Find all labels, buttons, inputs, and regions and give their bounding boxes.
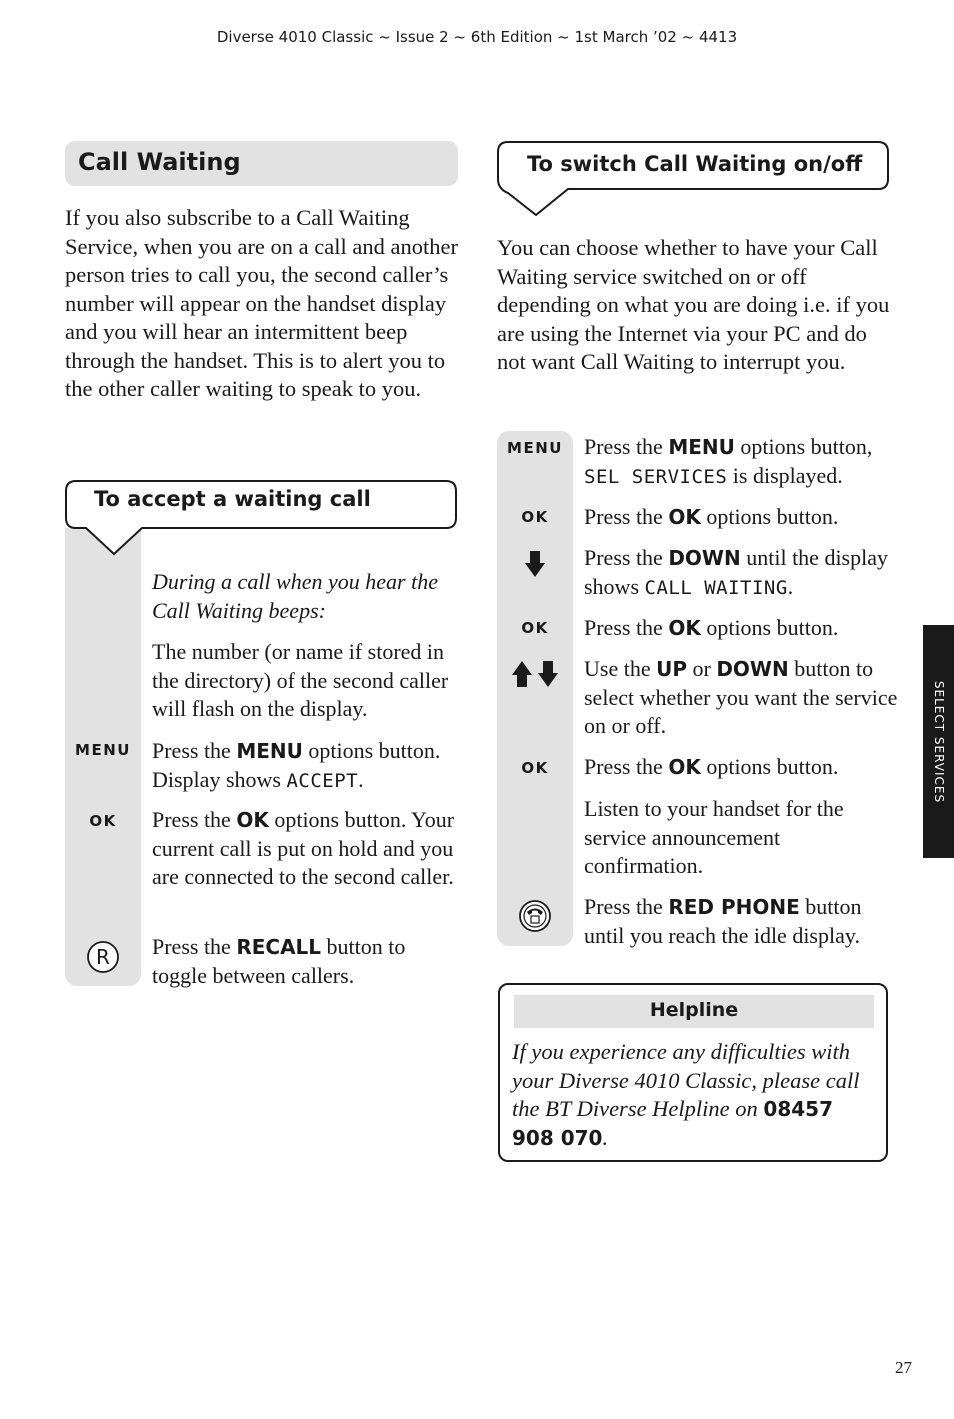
- step-text: Use the UP or DOWN button to select whether you want the service on or off.: [584, 656, 898, 738]
- step-text: Press the RED PHONE button until you reach the idle display.: [584, 894, 862, 948]
- step-text: Press the DOWN until the display shows CALL WAITING.: [584, 545, 888, 599]
- ok-key-label: OK: [521, 508, 549, 526]
- ok-key-label: OK: [89, 812, 117, 830]
- intro-paragraph: You can choose whether to have your Call Waiting service switched on or off depending on what you are doing i.e. if you are using the Internet via your PC and do not want Call Waiting to interrupt you.: [497, 235, 890, 374]
- menu-key-label: MENU: [507, 439, 563, 457]
- step-text: Press the OK options button.: [584, 504, 839, 529]
- section-heading: To switch Call Waiting on/off: [527, 152, 863, 176]
- step-text: Press the OK options button.: [584, 615, 839, 640]
- step-text: Press the OK options button.: [584, 754, 839, 779]
- helpline-header: [514, 995, 874, 1028]
- helpline-text: If you experience any difficulties with your Diverse 4010 Classic, please call the BT Diverse Helpline on 08457 908 070.: [512, 1039, 860, 1150]
- step-text: Press the MENU options button, SEL SERVICES is displayed.: [584, 434, 873, 488]
- ok-key-label: OK: [521, 759, 549, 777]
- helpline-number: 08457 908 070: [512, 1097, 834, 1150]
- step-text: Press the MENU options button. Display shows ACCEPT.: [152, 738, 441, 792]
- helpline-title: Helpline: [649, 999, 739, 1021]
- intro-paragraph: If you also subscribe to a Call Waiting Service, when you are on a call and another person tries to call you, the second caller’s number will appear on the handset display and you will hear an intermittent beep through the handset. This is to alert you to the other caller waiting to speak to you.: [65, 205, 458, 401]
- step-text: During a call when you hear the Call Waiting beeps:: [152, 569, 438, 623]
- ok-key-label: OK: [521, 619, 549, 637]
- step-text: Listen to your handset for the service announcement confirmation.: [584, 796, 844, 878]
- page-number: 27: [895, 1358, 912, 1377]
- menu-key-label: MENU: [75, 741, 131, 759]
- step-text: Press the OK options button. Your current call is put on hold and you are connected to the second caller.: [152, 807, 455, 889]
- section-title-bar: [65, 141, 458, 186]
- running-header: Diverse 4010 Classic ~ Issue 2 ~ 6th Edition ~ 1st March ’02 ~ 4413: [216, 28, 738, 46]
- side-tab-label: SELECT SERVICES: [931, 680, 946, 803]
- red-phone-icon: [518, 899, 552, 933]
- recall-icon: [86, 940, 120, 974]
- section-heading: To accept a waiting call: [94, 487, 371, 511]
- up-down-arrows-icon: [511, 659, 559, 689]
- page-title: Call Waiting: [78, 148, 241, 176]
- svg-text:R: R: [96, 945, 110, 969]
- step-text: The number (or name if stored in the directory) of the second caller will flash on the display.: [152, 639, 449, 721]
- section-side-tab: [923, 625, 954, 858]
- down-arrow-icon: [524, 549, 546, 579]
- step-text: Press the RECALL button to toggle between callers.: [152, 934, 406, 988]
- helpline-box: [498, 983, 888, 1162]
